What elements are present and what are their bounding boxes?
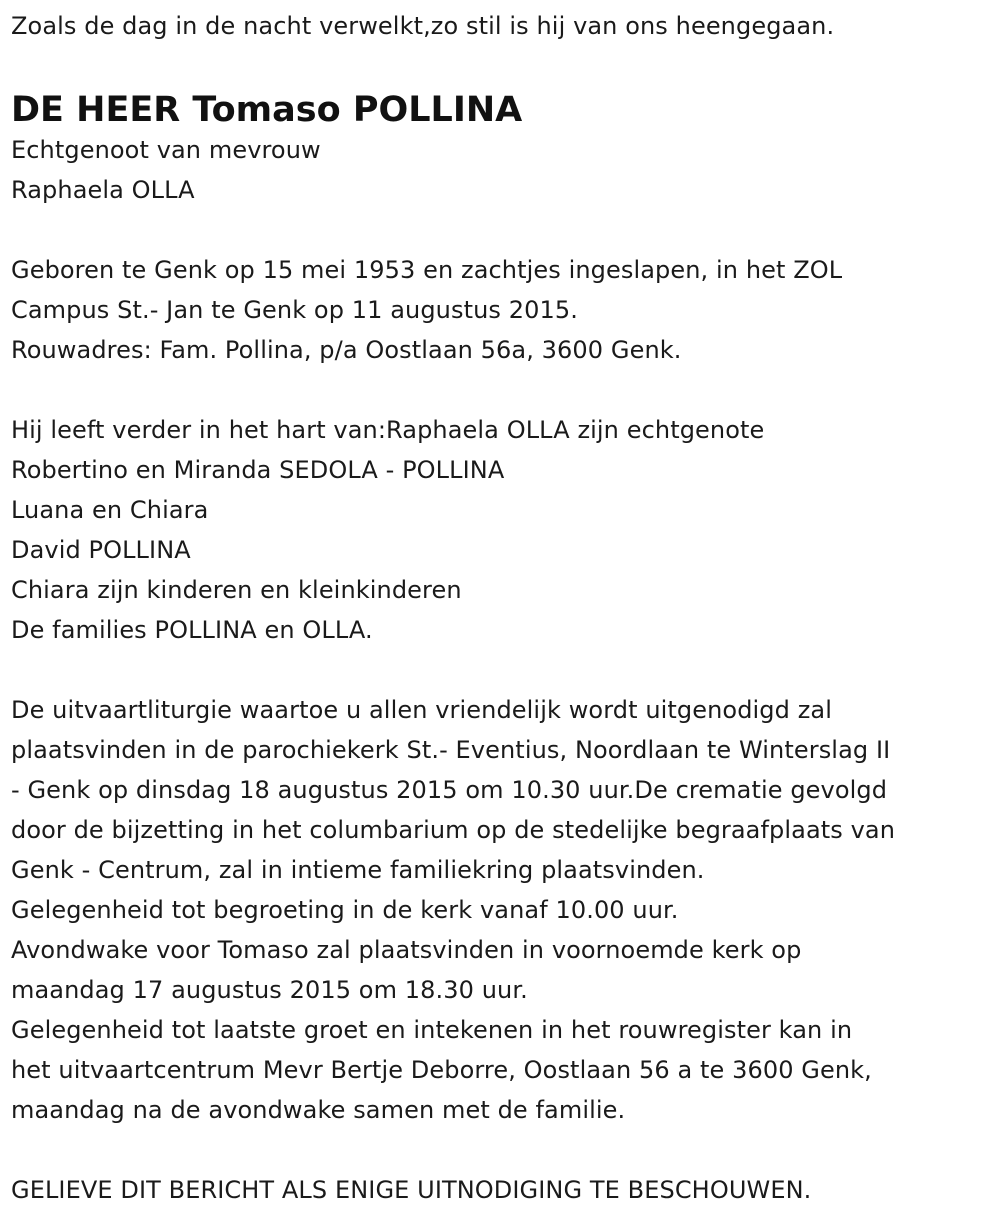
ceremony-section [11,690,1000,1130]
spacer [11,46,1000,86]
survivor-line: Luana en Chiara [11,496,209,524]
ceremony-line: plaatsvinden in de parochiekerk St.- Eventius, Noordlaan te Winterslag II [11,736,891,764]
birth-death-line: Campus St.- Jan te Genk op 11 augustus 2015. [11,296,578,324]
ceremony-line: maandag na de avondwake samen met de familie. [11,1096,626,1124]
ceremony-line: door de bijzetting in het columbarium op de stedelijke begraafplaats van [11,816,896,844]
ceremony-line: Genk - Centrum, zal in intieme familiekring plaatsvinden. [11,856,705,884]
closing-statement: GELIEVE DIT BERICHT ALS ENIGE UITNODIGING TE BESCHOUWEN. [11,1176,812,1204]
mourning-address: Rouwadres: Fam. Pollina, p/a Oostlaan 56a, 3600 Genk. [11,336,682,364]
spouse-name: Raphaela OLLA [11,176,195,204]
birth-death-section [11,250,1000,370]
survivor-line: Hij leeft verder in het hart van:Raphaela OLLA zijn echtgenote [11,416,765,444]
ceremony-line: De uitvaartliturgie waartoe u allen vriendelijk wordt uitgenodigd zal [11,696,832,724]
survivor-line: David POLLINA [11,536,191,564]
spouse-intro: Echtgenoot van mevrouw [11,136,321,164]
survivors-section [11,410,1000,650]
ceremony-line: het uitvaartcentrum Mevr Bertje Deborre, Oostlaan 56 a te 3600 Genk, [11,1056,872,1084]
ceremony-line: maandag 17 augustus 2015 om 18.30 uur. [11,976,528,1004]
ceremony-line: Gelegenheid tot begroeting in de kerk vanaf 10.00 uur. [11,896,679,924]
survivor-line: Chiara zijn kinderen en kleinkinderen [11,576,462,604]
spacer [11,650,1000,690]
ceremony-line: - Genk op dinsdag 18 augustus 2015 om 10.30 uur.De crematie gevolgd [11,776,888,804]
ceremony-line: Gelegenheid tot laatste groet en intekenen in het rouwregister kan in [11,1016,853,1044]
survivor-line: De families POLLINA en OLLA. [11,616,373,644]
spacer [11,210,1000,250]
spacer [11,1130,1000,1170]
spacer [11,370,1000,410]
deceased-name: DE HEER Tomaso POLLINA [11,90,523,130]
opening-quote: Zoals de dag in de nacht verwelkt,zo stil is hij van ons heengegaan. [11,12,835,40]
ceremony-line: Avondwake voor Tomaso zal plaatsvinden in voornoemde kerk op [11,936,802,964]
survivor-line: Robertino en Miranda SEDOLA - POLLINA [11,456,505,484]
birth-death-line: Geboren te Genk op 15 mei 1953 en zachtjes ingeslapen, in het ZOL [11,256,843,284]
